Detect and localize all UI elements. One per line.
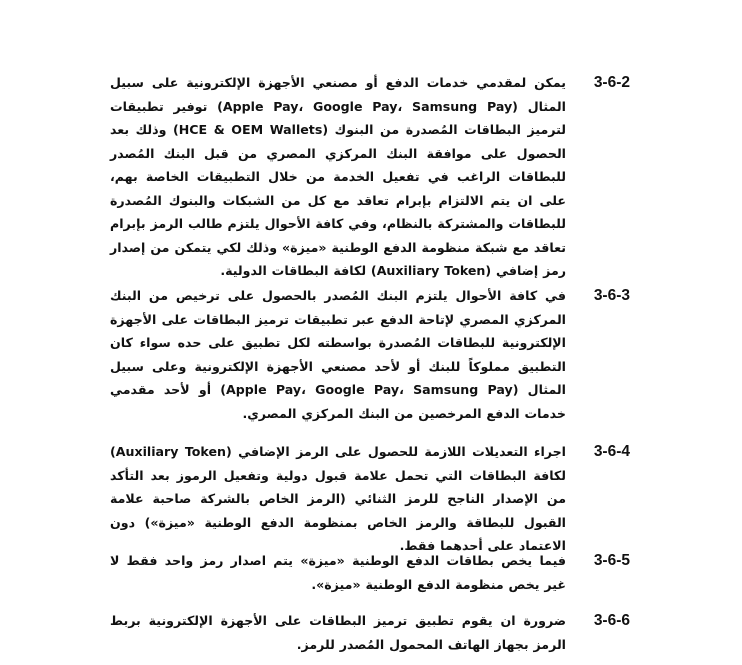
clause-3-6-5	[110, 549, 630, 596]
clause-3-6-2	[110, 71, 630, 283]
clause-number: 3-6-5	[593, 552, 630, 569]
clause-3-6-3	[110, 284, 630, 425]
clause-number: 3-6-3	[593, 287, 630, 304]
clause-text: اجراء التعديلات اللازمة للحصول على الرمز الإضافي (Auxiliary Token) لكافة البطاقات التي تحمل علامة قبول دولية وتفعيل الرموز بعد التأكد من الإصدار الناجح للرمز الثنائي (الرمز الخاص بالشركة صاحبة علامة القبول للبطاقة والرمز الخاص بمنظومة الدفع الوطنية «ميزة») دون الاعتماد على أحدهما فقط.	[110, 444, 567, 553]
clause-number: 3-6-4	[593, 443, 630, 460]
clause-text: في كافة الأحوال يلتزم البنك المُصدر بالحصول على ترخيص من البنك المركزي المصري لإتاحة الدفع عبر تطبيقات ترميز البطاقات على الأجهزة الإلكترونية للبطاقات المُصدرة بواسطته لكل تطبيق على حده سواء كان التطبيق مملوكاً للبنك أو لأحد مصنعي الأجهزة الإلكترونية وعلى سبيل المثال (Apple Pay، Google Pay، Samsung Pay) أو لأحد مقدمي خدمات الدفع المرخصين من البنك المركزي المصري.	[110, 288, 566, 421]
clause-text: يمكن لمقدمي خدمات الدفع أو مصنعي الأجهزة الإلكترونية على سبيل المثال (Apple Pay، Google Pay، Samsung Pay) توفير تطبيقات لترميز البطاقات المُصدرة من البنوك (HCE & OEM Wallets) وذلك بعد الحصول على موافقة البنك المركزي المصري من قبل البنك المُصدر للبطاقات الراغب في تفعيل الخدمة من خلال التطبيقات الخاصة بهم، على ان يتم الالتزام بإبرام تعاقد مع كل من الشبكات والبنوك المُصدرة للبطاقات والمشتركة بالنظام، وفي كافة الأحوال يلتزم طالب الرمز بإبرام تعاقد مع شبكة منظومة الدفع الوطنية «ميزة» وذلك لكي يتمكن من إصدار رمز إضافي (Auxiliary Token) لكافة البطاقات الدولية.	[110, 75, 566, 278]
clause-3-6-6	[110, 609, 630, 656]
clause-text: ضرورة ان يقوم تطبيق ترميز البطاقات على الأجهزة الإلكترونية بربط الرمز بجهاز الهاتف المحمول المُصدر للرمز.	[110, 613, 566, 652]
clause-text: فيما يخص بطاقات الدفع الوطنية «ميزة» يتم اصدار رمز واحد فقط لا غير يخص منظومة الدفع الوطنية «ميزة».	[110, 553, 566, 592]
clause-3-6-4	[110, 440, 630, 558]
clause-number: 3-6-6	[593, 612, 630, 629]
clause-number: 3-6-2	[593, 74, 630, 91]
